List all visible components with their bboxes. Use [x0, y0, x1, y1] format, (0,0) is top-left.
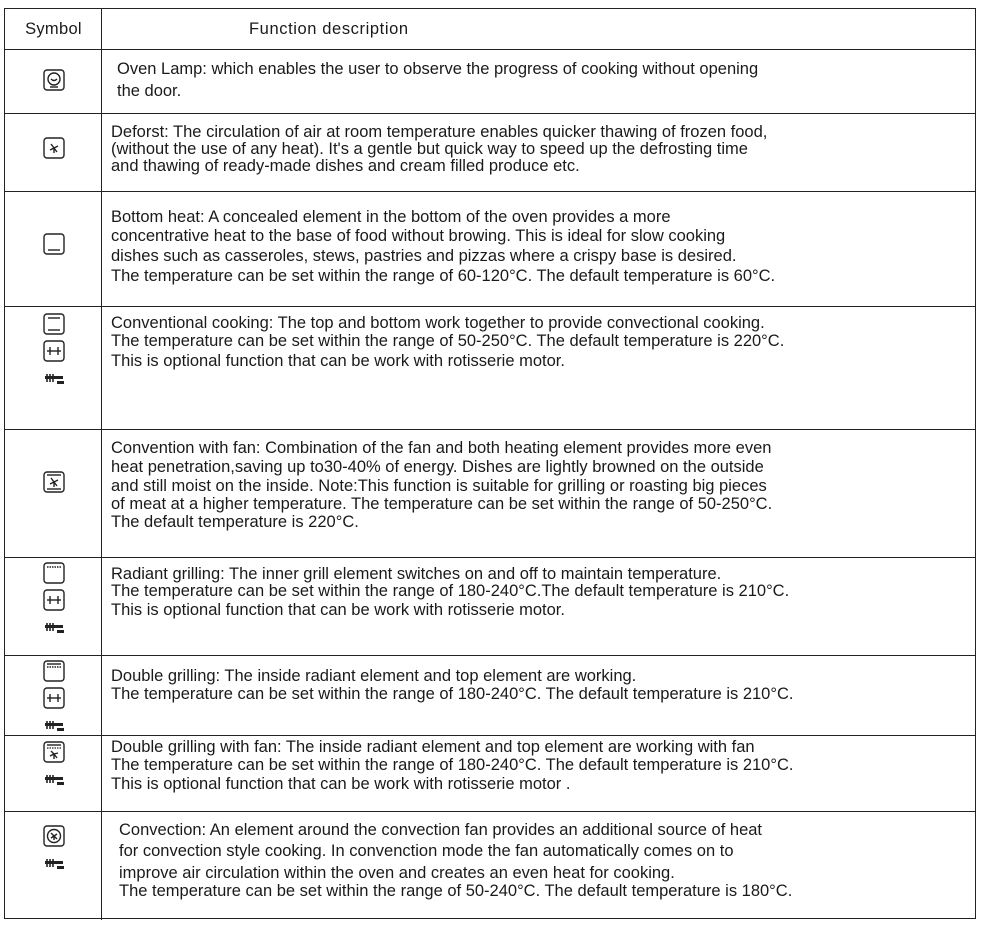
description-line: The temperature can be set within the range of 180-240°C.The default temperature is 210°C. — [111, 582, 790, 600]
description-cell — [109, 558, 975, 655]
table-row — [5, 655, 975, 735]
description-line: for convection style cooking. In convenction mode the fan automatically comes on to — [119, 842, 734, 860]
table-row — [5, 735, 975, 811]
description-line: This is optional function that can be work with rotisserie motor . — [111, 775, 571, 793]
description-line: concentrative heat to the base of food without browing. This is ideal for slow cooking — [111, 227, 726, 245]
fan-heat-icon — [42, 470, 66, 494]
radiant-grill-icon — [42, 561, 66, 585]
description-line: the door. — [117, 82, 182, 100]
table-row — [5, 429, 975, 557]
motor-icon — [42, 767, 66, 791]
symbol-cell — [5, 114, 102, 191]
table-row — [5, 191, 975, 306]
symbol-column-header: Symbol — [25, 19, 82, 38]
symbol-column-header-cell — [5, 9, 102, 49]
double-grill-icon — [42, 659, 66, 683]
description-cell — [109, 656, 975, 735]
motor-icon — [42, 713, 66, 737]
description-cell — [109, 50, 975, 113]
rotisserie-icon — [42, 339, 66, 363]
table-header — [5, 9, 975, 49]
description-line: (without the use of any heat). It's a gentle but quick way to speed up the defrosting time — [111, 140, 748, 158]
symbol-cell — [5, 430, 102, 557]
description-line: Conventional cooking: The top and bottom work together to provide convectional cooking. — [111, 314, 765, 332]
table-row — [5, 811, 975, 920]
motor-icon — [42, 366, 66, 390]
description-cell — [109, 114, 975, 191]
table-row — [5, 557, 975, 655]
symbol-cell — [5, 736, 102, 811]
symbol-cell — [5, 656, 102, 735]
bottom-heat-icon — [42, 232, 66, 256]
description-line: The temperature can be set within the range of 50-250°C. The default temperature is 220°C. — [111, 332, 785, 350]
motor-icon — [42, 851, 66, 875]
fan-icon — [42, 136, 66, 160]
description-cell — [109, 812, 975, 920]
description-line: Oven Lamp: which enables the user to observe the progress of cooking without opening — [117, 60, 759, 78]
description-cell — [109, 736, 975, 811]
rotisserie-icon — [42, 686, 66, 710]
symbol-cell — [5, 50, 102, 113]
description-cell — [109, 430, 975, 557]
symbol-cell — [5, 558, 102, 655]
description-line: Radiant grilling: The inner grill element switches on and off to maintain temperature. — [111, 565, 722, 583]
table-row — [5, 113, 975, 191]
description-line: dishes such as casseroles, stews, pastries and pizzas where a crispy base is desired. — [111, 247, 737, 265]
lamp-icon — [42, 68, 66, 92]
description-line: The default temperature is 220°C. — [111, 513, 359, 531]
description-line: heat penetration,saving up to30-40% of energy. Dishes are lightly browned on the outside — [111, 458, 764, 476]
description-line: The temperature can be set within the range of 180-240°C. The default temperature is 210°C. — [111, 685, 794, 703]
description-column-header: Function description — [249, 19, 409, 38]
description-line: Double grilling with fan: The inside radiant element and top element are working with fan — [111, 738, 755, 756]
description-line: Bottom heat: A concealed element in the bottom of the oven provides a more — [111, 208, 671, 226]
description-line: improve air circulation within the oven and creates an even heat for cooking. — [119, 864, 675, 882]
symbol-cell — [5, 307, 102, 429]
description-line: This is optional function that can be work with rotisserie motor. — [111, 601, 565, 619]
description-line: The temperature can be set within the range of 60-120°C. The default temperature is 60°C. — [111, 267, 776, 285]
description-line: The temperature can be set within the range of 50-240°C. The default temperature is 180°C. — [119, 882, 793, 900]
convection-fan-icon — [42, 824, 66, 848]
double-grill-fan-icon — [42, 740, 66, 764]
function-table — [4, 8, 976, 919]
description-line: Double grilling: The inside radiant element and top element are working. — [111, 667, 637, 685]
description-line: and thawing of ready-made dishes and cream filled produce etc. — [111, 157, 580, 175]
description-line: Convection: An element around the convection fan provides an additional source of heat — [119, 821, 763, 839]
description-line: Deforst: The circulation of air at room temperature enables quicker thawing of frozen food, — [111, 123, 768, 141]
description-cell — [109, 192, 975, 306]
symbol-cell — [5, 812, 102, 920]
table-row — [5, 49, 975, 113]
rotisserie-icon — [42, 588, 66, 612]
description-line: of meat at a higher temperature. The temperature can be set within the range of 50-250°C. — [111, 495, 773, 513]
motor-icon — [42, 615, 66, 639]
table-row — [5, 306, 975, 429]
description-line: and still moist on the inside. Note:This function is suitable for grilling or roasting big pieces — [111, 477, 767, 495]
description-line: This is optional function that can be work with rotisserie motor. — [111, 352, 565, 370]
top-bottom-heat-icon — [42, 312, 66, 336]
symbol-cell — [5, 192, 102, 306]
description-line: Convention with fan: Combination of the fan and both heating element provides more even — [111, 439, 772, 457]
description-line: The temperature can be set within the range of 180-240°C. The default temperature is 210°C. — [111, 756, 794, 774]
description-cell — [109, 307, 975, 429]
